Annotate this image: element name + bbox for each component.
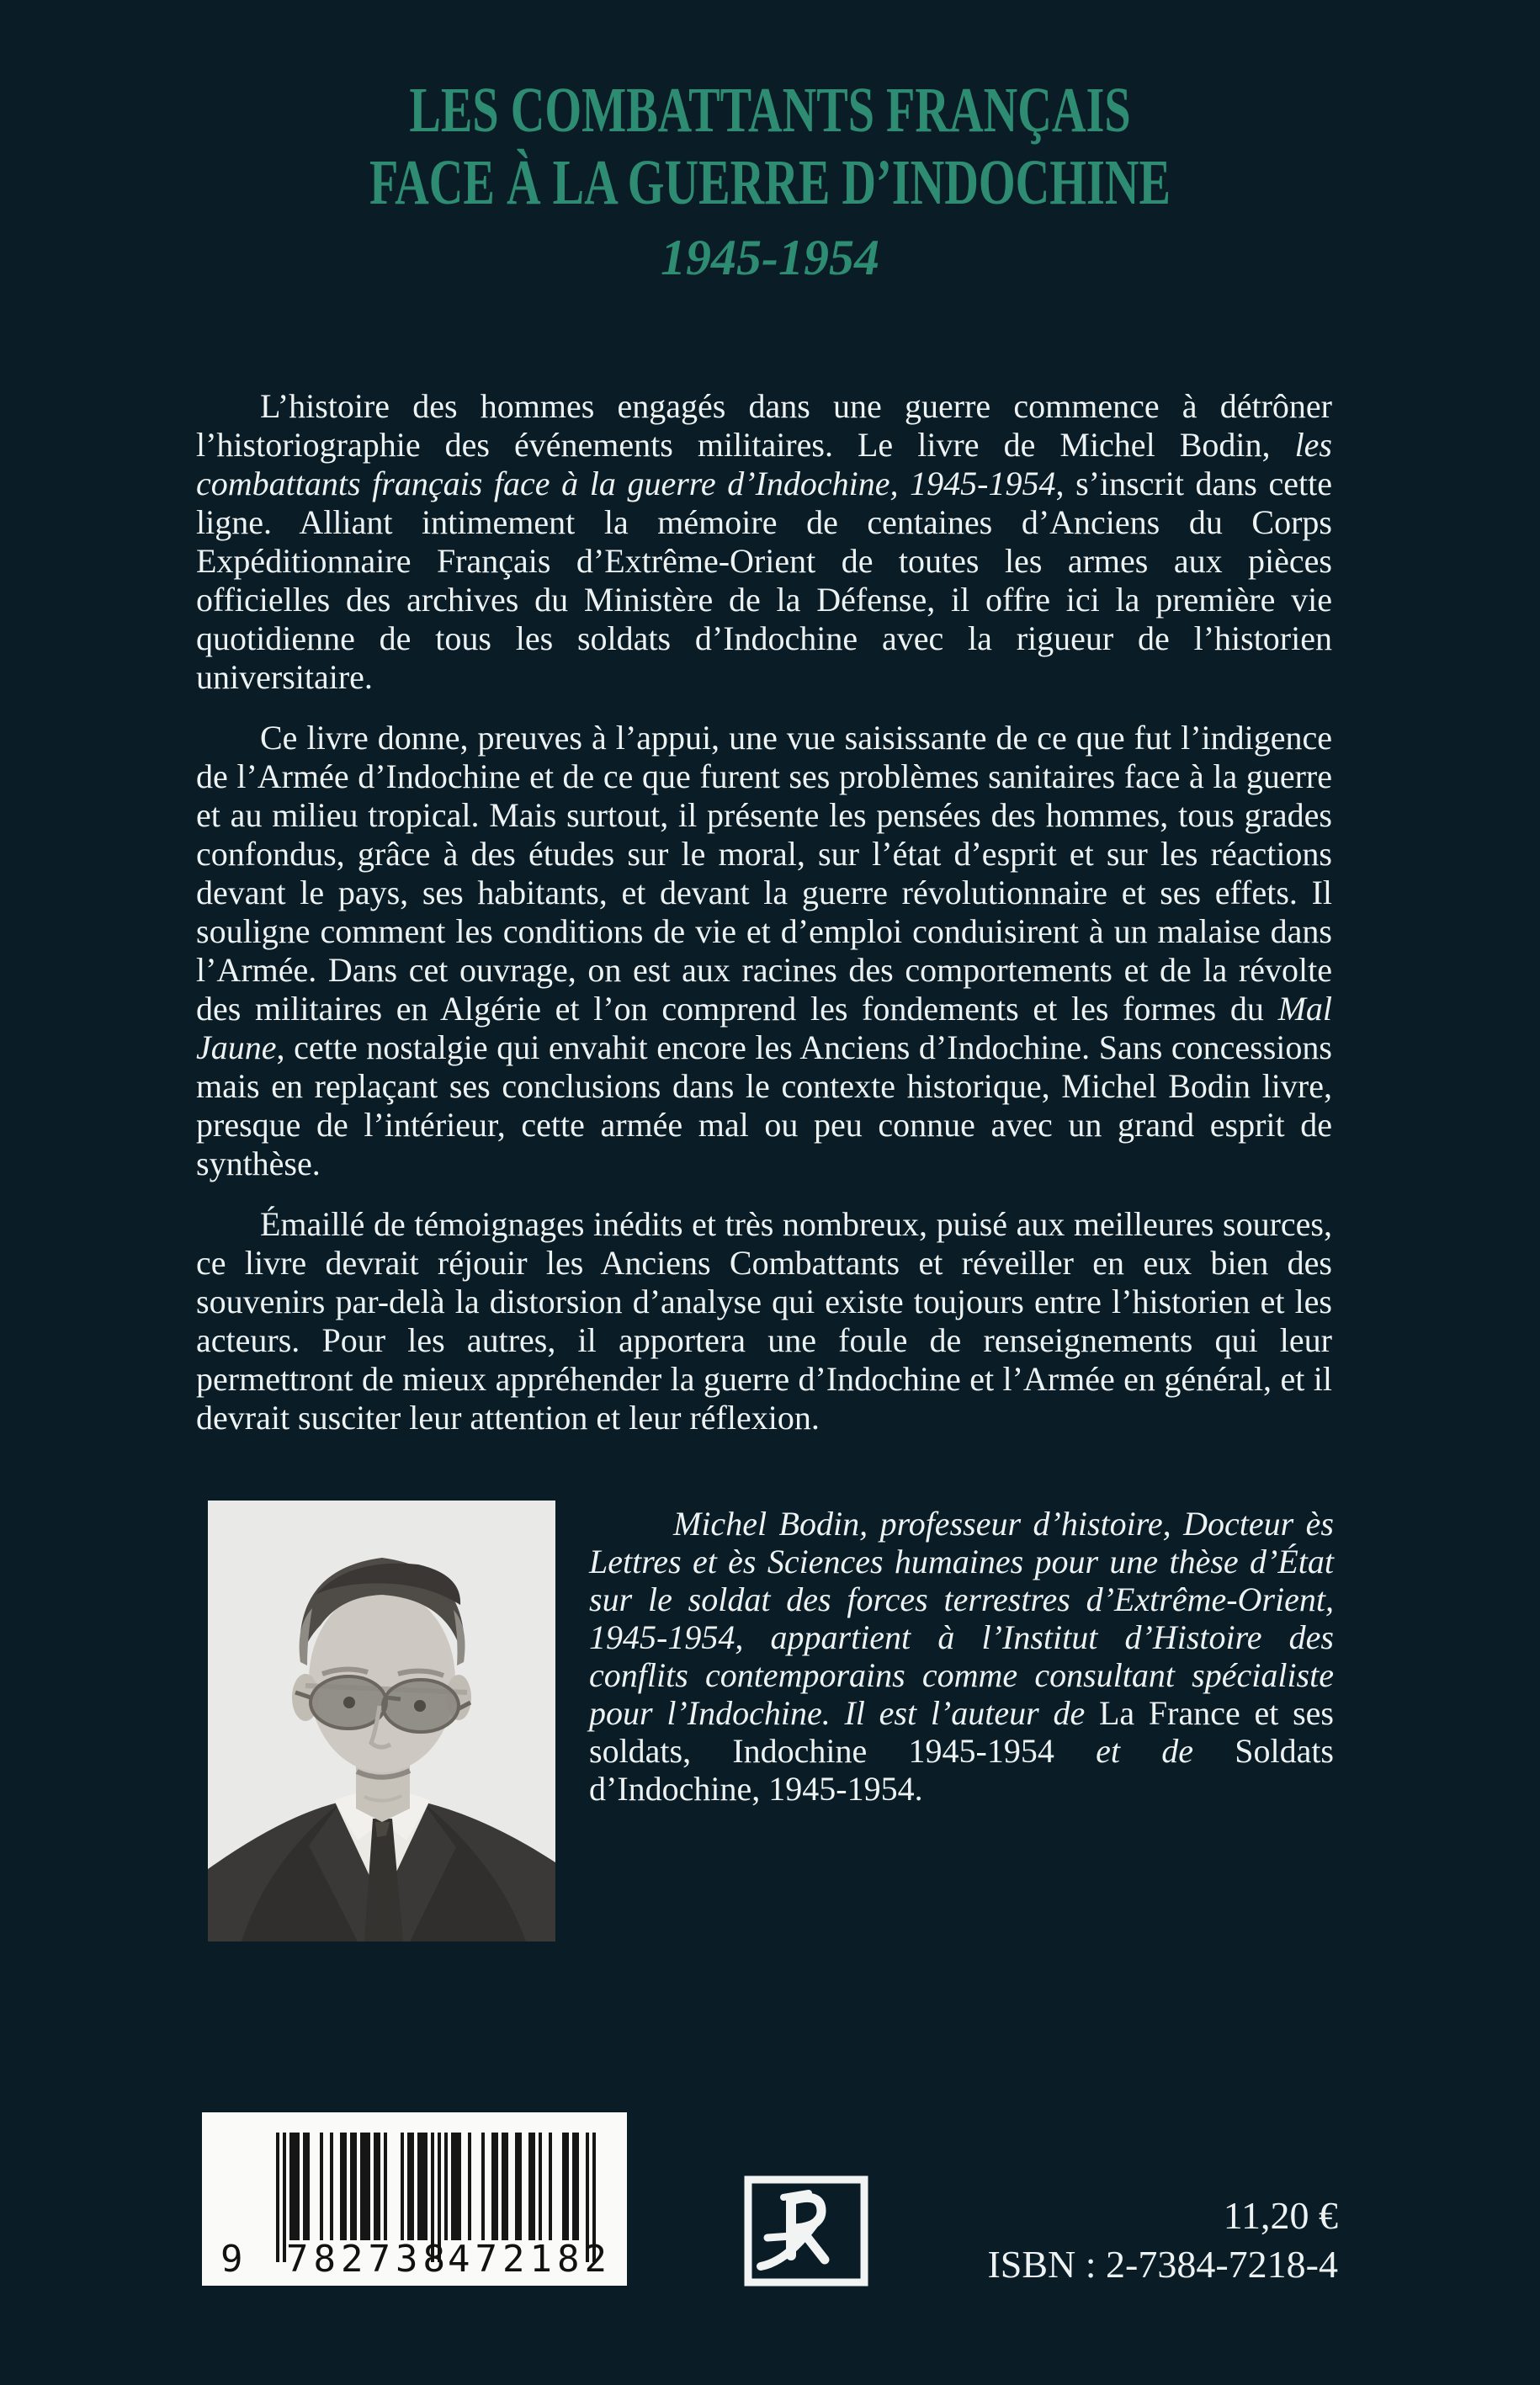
isbn: ISBN : 2-7384-7218-4 (987, 2243, 1338, 2286)
blurb-paragraph-3 (196, 1205, 1332, 1437)
barcode-system-digit: 9 (220, 2238, 243, 2281)
text-run-italic: et de (1054, 1732, 1235, 1770)
title-line-1: LES COMBATTANTS FRANÇAIS (409, 75, 1131, 146)
title-line-2: FACE À LA GUERRE D’INDOCHINE (369, 147, 1171, 218)
title-years: 1945-1954 (661, 230, 879, 285)
barcode-group-1: 782738 (286, 2238, 450, 2281)
book-title-reference: La France et ses soldats, Indochine 1945-1954 (589, 1694, 1334, 1770)
price: 11,20 € (1223, 2194, 1338, 2237)
text-run: Ce livre donne, preuves à l’appui, une vue saisissante de ce que fut l’indigence de l’Armée d’Indochine et de ce que furent ses problèmes sanitaires face à la guerre et au milieu tropical. Mais surtout, il présente les pensées des hommes, tous grades confondus, grâce à des études sur le moral, sur l’état d’esprit et sur les réactions devant le pays, ses habitants, et devant la guerre révolutionnaire et ses effets. Il souligne comment les conditions de vie et d’emploi conduisirent à un malaise dans l’Armée. Dans cet ouvrage, on est aux racines des comportements et de la révolte des militaires en Algérie et l’on comprend les fondements et les formes du (196, 719, 1332, 1028)
author-portrait-image (208, 1501, 555, 1941)
author-bio (589, 1505, 1334, 1808)
blurb-paragraph-2 (196, 719, 1332, 1183)
harmattan-monogram-icon (743, 2175, 869, 2287)
book-title-reference: Soldats d’Indochine, 1945-1954. (589, 1732, 1334, 1808)
publisher-logo (743, 2175, 869, 2287)
barcode (202, 2112, 627, 2286)
blurb-section (196, 387, 1332, 1459)
text-run: , cette nostalgie qui envahit encore les Anciens d’Indochine. Sans concessions mais en replaçant ses conclusions dans le contexte historique, Michel Bodin livre, presque de l’intérieur, cette armée mal ou peu connue avec un grand esprit de synthèse. (196, 1028, 1332, 1182)
text-run-italic: Mal Jaune (196, 990, 1332, 1066)
text-run-italic: les combattants français face à la guerre d’Indochine, 1945-1954 (196, 426, 1332, 502)
text-run: , s’inscrit dans cette ligne. Alliant intimement la mémoire de centaines d’Anciens du Corps Expéditionnaire Français d’Extrême-Orient de toutes les armes aux pièces officielles des archives du Ministère de la Défense, il offre ici la première vie quotidienne de tous les soldats d’Indochine avec la rigueur de l’historien universitaire. (196, 465, 1332, 696)
author-photo (208, 1501, 555, 1941)
barcode-group-2: 472182 (448, 2238, 612, 2281)
title-block (0, 74, 1540, 219)
book-title (0, 74, 1540, 219)
text-run: Émaillé de témoignages inédits et très nombreux, puisé aux meilleures sources, ce livre devrait réjouir les Anciens Combattants et réveiller en eux bien des souvenirs par-delà la distorsion d’analyse qui existe toujours entre l’historien et les acteurs. Pour les autres, il apportera une foule de renseignements qui leur permettront de mieux appréhender la guerre d’Indochine et l’Armée en général, et il devrait susciter leur attention et leur réflexion. (196, 1205, 1332, 1437)
text-run: L’histoire des hommes engagés dans une guerre commence à détrôner l’historiographie des événements militaires. Le livre de Michel Bodin, (196, 387, 1332, 464)
text-run-italic: Michel Bodin, professeur d’histoire, Docteur ès Lettres et ès Sciences humaines pour une thèse d’État sur le soldat des forces terrestres d’Extrême-Orient, 1945-1954, appartient à l’Institut d’Histoire des conflits contemporains comme consultant spécialiste pour l’Indochine. Il est l’auteur de (589, 1505, 1334, 1732)
blurb-paragraph-1 (196, 387, 1332, 697)
